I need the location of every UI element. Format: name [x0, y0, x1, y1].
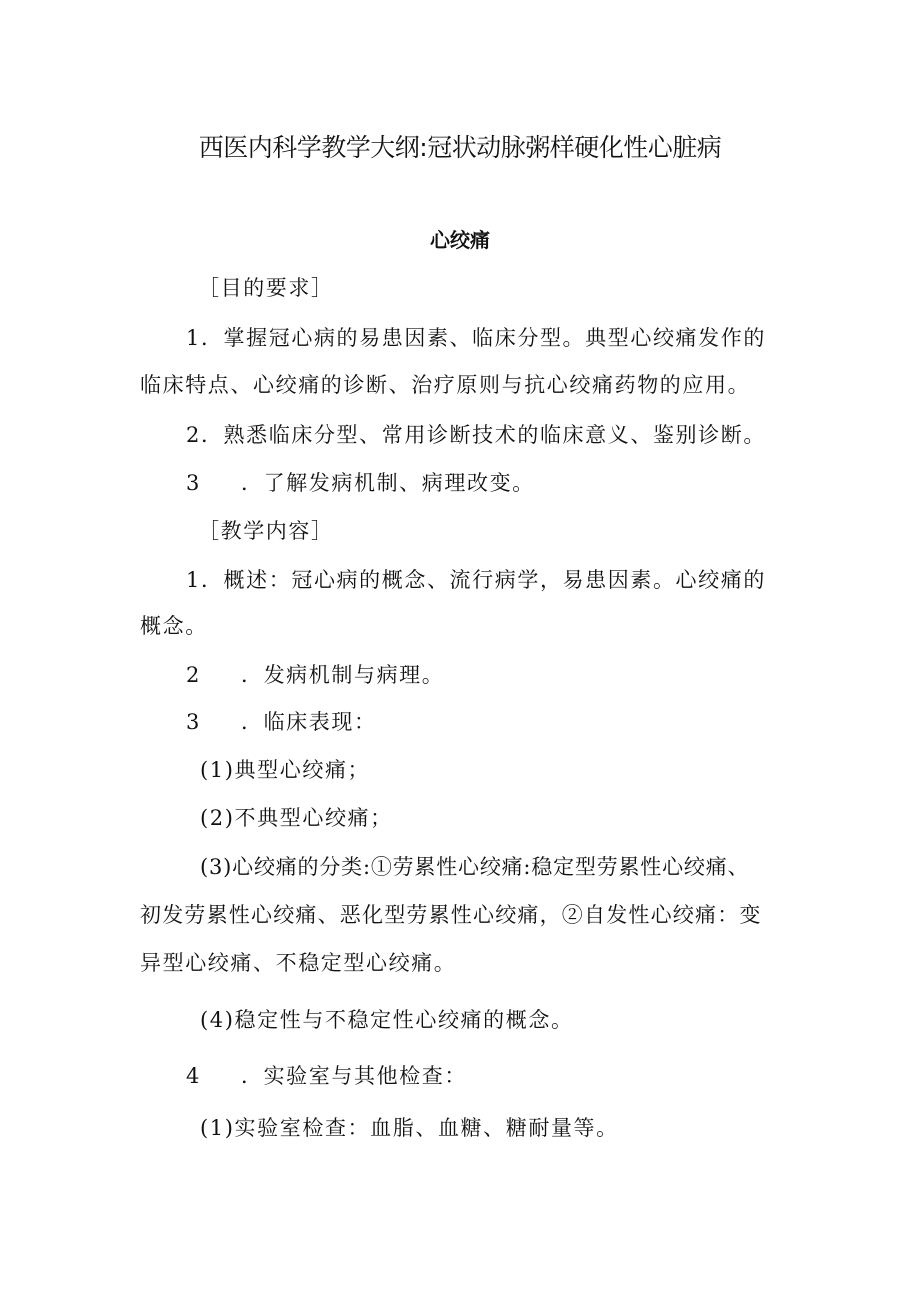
content-1-line-1: 1．概述：冠心病的概念、流行病学，易患因素。心绞痛的	[186, 568, 766, 592]
objective-3-num: 3	[186, 471, 201, 495]
objective-3	[186, 467, 535, 497]
content-3-num: 3	[186, 710, 201, 734]
content-3-4: (4)稳定性与不稳定性心绞痛的概念。	[200, 1008, 574, 1032]
content-2	[186, 659, 444, 689]
content-3-3-line-2: 初发劳累性心绞痛、恶化型劳累性心绞痛，②自发性心绞痛：变	[140, 903, 762, 927]
content-3-1: (1)典型心绞痛；	[200, 758, 371, 782]
content-4-num: 4	[186, 1064, 201, 1088]
content-3-3-line-1: (3)心绞痛的分类:①劳累性心绞痛:稳定型劳累性心绞痛、	[200, 855, 750, 879]
section-title: 心绞痛	[430, 228, 490, 252]
objective-2: 2．熟悉临床分型、常用诊断技术的临床意义、鉴别诊断。	[186, 423, 766, 447]
content-1-line-2: 概念。	[140, 614, 208, 638]
objective-1-line-2: 临床特点、心绞痛的诊断、治疗原则与抗心绞痛药物的应用。	[140, 373, 751, 397]
content-2-num: 2	[186, 663, 201, 687]
content-4-1: (1)实验室检查：血脂、血糖、糖耐量等。	[200, 1116, 619, 1140]
document-title: 西医内科学教学大纲:冠状动脉粥样硬化性心脏病	[198, 133, 722, 162]
content-2-text: ．发病机制与病理。	[240, 663, 445, 687]
content-heading: ［教学内容］	[198, 519, 334, 543]
content-3-2: (2)不典型心绞痛；	[200, 806, 393, 830]
content-4-text: ．实验室与其他检查：	[240, 1064, 467, 1088]
content-4	[186, 1060, 467, 1090]
content-3-3-line-3: 异型心绞痛、不稳定型心绞痛。	[140, 951, 457, 975]
objective-1-line-1: 1．掌握冠心病的易患因素、临床分型。典型心绞痛发作的	[186, 326, 766, 350]
objectives-heading: ［目的要求］	[198, 276, 334, 300]
objective-3-text: ．了解发病机制、病理改变。	[240, 471, 535, 495]
content-3-text: ．临床表现：	[240, 710, 377, 734]
content-3	[186, 706, 377, 736]
